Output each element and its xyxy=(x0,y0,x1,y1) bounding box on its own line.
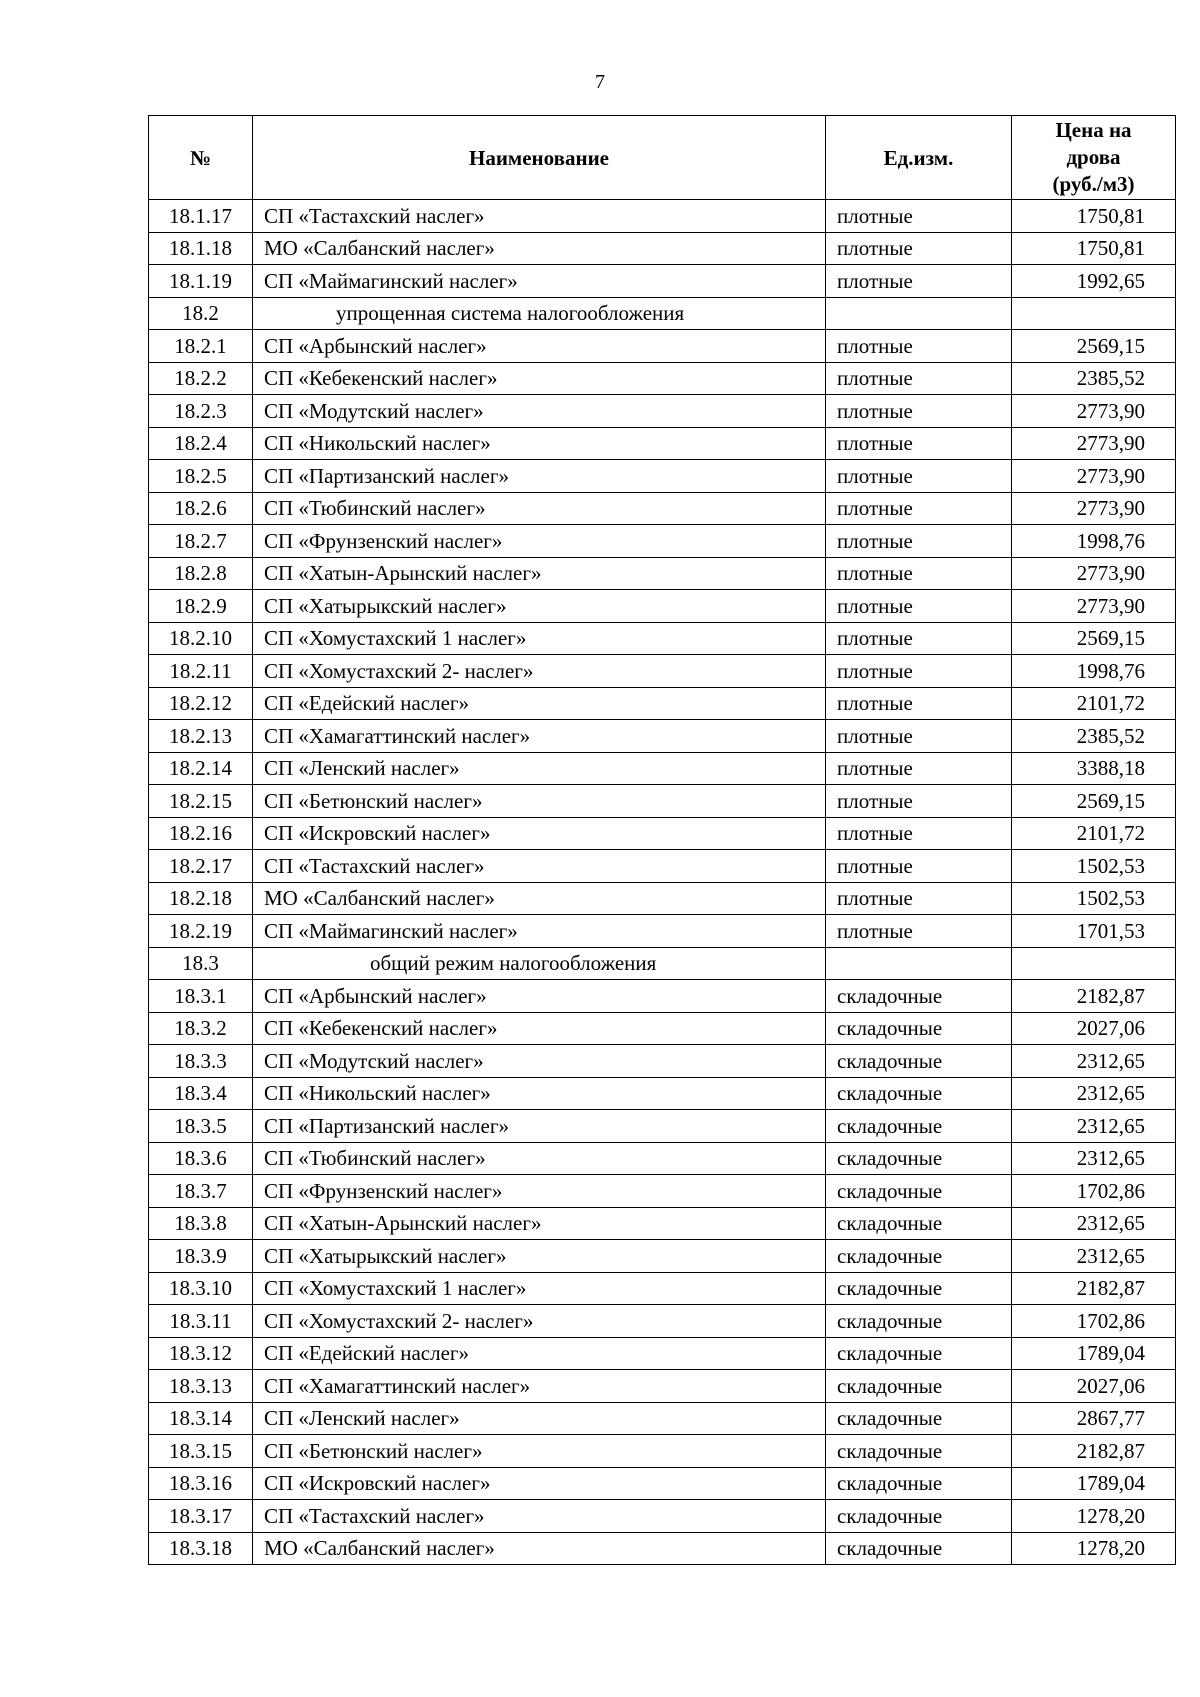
row-unit: складочные xyxy=(826,1175,1012,1208)
row-unit xyxy=(826,297,1012,330)
row-number: 18.3.3 xyxy=(149,1045,253,1078)
table-row xyxy=(149,1500,1176,1533)
row-number: 18.2.2 xyxy=(149,362,253,395)
row-price: 2101,72 xyxy=(1012,687,1176,720)
row-name: СП «Никольский наслег» xyxy=(253,1077,826,1110)
row-number: 18.2.9 xyxy=(149,590,253,623)
table-row xyxy=(149,687,1176,720)
row-name: СП «Арбынский наслег» xyxy=(253,330,826,363)
row-price: 1992,65 xyxy=(1012,265,1176,298)
row-unit: складочные xyxy=(826,1435,1012,1468)
row-price: 2385,52 xyxy=(1012,362,1176,395)
row-unit: плотные xyxy=(826,622,1012,655)
row-unit: складочные xyxy=(826,1110,1012,1143)
row-number: 18.2.17 xyxy=(149,850,253,883)
row-name: СП «Хатын-Арынский наслег» xyxy=(253,1207,826,1240)
row-unit: плотные xyxy=(826,232,1012,265)
row-name: СП «Тюбинский наслег» xyxy=(253,492,826,525)
row-unit: плотные xyxy=(826,850,1012,883)
header-price-line: дрова xyxy=(1066,145,1121,169)
table-row xyxy=(149,850,1176,883)
row-number: 18.3.1 xyxy=(149,980,253,1013)
table-row xyxy=(149,1240,1176,1273)
row-name: МО «Салбанский наслег» xyxy=(253,232,826,265)
row-name: СП «Модутский наслег» xyxy=(253,1045,826,1078)
row-unit: складочные xyxy=(826,1272,1012,1305)
row-name: СП «Модутский наслег» xyxy=(253,395,826,428)
table-row xyxy=(149,232,1176,265)
row-name: СП «Тастахский наслег» xyxy=(253,200,826,233)
row-number: 18.3.17 xyxy=(149,1500,253,1533)
row-name: СП «Хатырыкский наслег» xyxy=(253,590,826,623)
row-name: СП «Ленский наслег» xyxy=(253,1402,826,1435)
row-unit: плотные xyxy=(826,752,1012,785)
table-row xyxy=(149,590,1176,623)
table-row xyxy=(149,1370,1176,1403)
table-row xyxy=(149,1012,1176,1045)
row-name: СП «Никольский наслег» xyxy=(253,427,826,460)
table-row xyxy=(149,330,1176,363)
row-price: 2385,52 xyxy=(1012,720,1176,753)
row-price: 2773,90 xyxy=(1012,590,1176,623)
row-name: СП «Искровский наслег» xyxy=(253,1467,826,1500)
row-number: 18.3.18 xyxy=(149,1532,253,1565)
row-price: 2312,65 xyxy=(1012,1142,1176,1175)
section-row xyxy=(149,297,1176,330)
row-unit: складочные xyxy=(826,1532,1012,1565)
row-unit: плотные xyxy=(826,460,1012,493)
table-row xyxy=(149,200,1176,233)
row-name: СП «Фрунзенский наслег» xyxy=(253,525,826,558)
row-unit: плотные xyxy=(826,492,1012,525)
row-unit: складочные xyxy=(826,1305,1012,1338)
row-unit: плотные xyxy=(826,882,1012,915)
row-price: 1502,53 xyxy=(1012,850,1176,883)
table-row xyxy=(149,460,1176,493)
table-row xyxy=(149,395,1176,428)
row-number: 18.3.13 xyxy=(149,1370,253,1403)
table-row xyxy=(149,1045,1176,1078)
header-unit: Ед.изм. xyxy=(826,116,1012,200)
row-name: СП «Хамагаттинский наслег» xyxy=(253,720,826,753)
table-row xyxy=(149,265,1176,298)
row-name: СП «Хамагаттинский наслег» xyxy=(253,1370,826,1403)
row-name: СП «Маймагинский наслег» xyxy=(253,265,826,298)
row-name: СП «Маймагинский наслег» xyxy=(253,915,826,948)
row-price: 2027,06 xyxy=(1012,1370,1176,1403)
row-price: 1702,86 xyxy=(1012,1175,1176,1208)
header-name: Наименование xyxy=(253,116,826,200)
table-row xyxy=(149,655,1176,688)
row-price: 2569,15 xyxy=(1012,330,1176,363)
row-unit: плотные xyxy=(826,915,1012,948)
page-number: 7 xyxy=(595,71,605,93)
row-price: 2182,87 xyxy=(1012,1272,1176,1305)
row-number: 18.3 xyxy=(149,947,253,980)
row-price: 1278,20 xyxy=(1012,1500,1176,1533)
row-name: СП «Хатын-Арынский наслег» xyxy=(253,557,826,590)
table-row xyxy=(149,915,1176,948)
row-price: 2773,90 xyxy=(1012,492,1176,525)
row-name: СП «Хомустахский 2- наслег» xyxy=(253,1305,826,1338)
row-name: СП «Ленский наслег» xyxy=(253,752,826,785)
row-price: 1701,53 xyxy=(1012,915,1176,948)
row-number: 18.2.7 xyxy=(149,525,253,558)
row-name: СП «Хомустахский 1 наслег» xyxy=(253,622,826,655)
table-row xyxy=(149,525,1176,558)
row-unit: плотные xyxy=(826,655,1012,688)
row-unit: плотные xyxy=(826,590,1012,623)
row-price: 1998,76 xyxy=(1012,655,1176,688)
row-number: 18.2.8 xyxy=(149,557,253,590)
row-number: 18.3.14 xyxy=(149,1402,253,1435)
table-row xyxy=(149,1142,1176,1175)
row-number: 18.1.19 xyxy=(149,265,253,298)
row-price: 1789,04 xyxy=(1012,1337,1176,1370)
row-unit: плотные xyxy=(826,525,1012,558)
row-price: 2312,65 xyxy=(1012,1045,1176,1078)
row-name: СП «Едейский наслег» xyxy=(253,1337,826,1370)
row-price: 1278,20 xyxy=(1012,1532,1176,1565)
table-row xyxy=(149,720,1176,753)
row-unit: плотные xyxy=(826,427,1012,460)
table-row xyxy=(149,492,1176,525)
row-unit: складочные xyxy=(826,1402,1012,1435)
row-name: МО «Салбанский наслег» xyxy=(253,882,826,915)
row-name: СП «Кебекенский наслег» xyxy=(253,1012,826,1045)
row-number: 18.3.11 xyxy=(149,1305,253,1338)
row-number: 18.3.16 xyxy=(149,1467,253,1500)
row-name: МО «Салбанский наслег» xyxy=(253,1532,826,1565)
row-name: СП «Искровский наслег» xyxy=(253,817,826,850)
row-number: 18.2.12 xyxy=(149,687,253,720)
row-price: 2027,06 xyxy=(1012,1012,1176,1045)
row-number: 18.2.11 xyxy=(149,655,253,688)
header-price xyxy=(1012,116,1176,200)
row-number: 18.2.16 xyxy=(149,817,253,850)
table-header-row xyxy=(149,116,1176,200)
table-row xyxy=(149,882,1176,915)
table-body xyxy=(149,200,1176,1565)
table-row xyxy=(149,557,1176,590)
row-number: 18.2.14 xyxy=(149,752,253,785)
row-unit xyxy=(826,947,1012,980)
section-title: общий режим налогообложения xyxy=(253,947,826,980)
row-name: СП «Хомустахский 1 наслег» xyxy=(253,1272,826,1305)
row-price: 1750,81 xyxy=(1012,200,1176,233)
row-name: СП «Партизанский наслег» xyxy=(253,460,826,493)
row-unit: складочные xyxy=(826,1045,1012,1078)
row-number: 18.2.3 xyxy=(149,395,253,428)
row-price: 2773,90 xyxy=(1012,460,1176,493)
header-price-line: (руб./м3) xyxy=(1052,172,1135,196)
row-number: 18.2 xyxy=(149,297,253,330)
table-header xyxy=(149,116,1176,200)
table-row xyxy=(149,1175,1176,1208)
row-price xyxy=(1012,297,1176,330)
row-unit: складочные xyxy=(826,1207,1012,1240)
row-unit: плотные xyxy=(826,395,1012,428)
row-price: 2569,15 xyxy=(1012,622,1176,655)
row-number: 18.3.10 xyxy=(149,1272,253,1305)
row-name: СП «Кебекенский наслег» xyxy=(253,362,826,395)
row-number: 18.1.18 xyxy=(149,232,253,265)
row-unit: плотные xyxy=(826,200,1012,233)
row-name: СП «Тастахский наслег» xyxy=(253,850,826,883)
row-unit: складочные xyxy=(826,1467,1012,1500)
row-number: 18.2.15 xyxy=(149,785,253,818)
section-row xyxy=(149,947,1176,980)
row-name: СП «Тастахский наслег» xyxy=(253,1500,826,1533)
table-row xyxy=(149,980,1176,1013)
row-price: 1750,81 xyxy=(1012,232,1176,265)
row-unit: складочные xyxy=(826,1077,1012,1110)
row-unit: плотные xyxy=(826,265,1012,298)
row-name: СП «Арбынский наслег» xyxy=(253,980,826,1013)
row-number: 18.3.5 xyxy=(149,1110,253,1143)
row-unit: плотные xyxy=(826,330,1012,363)
table-row xyxy=(149,427,1176,460)
table-row xyxy=(149,622,1176,655)
row-name: СП «Бетюнский наслег» xyxy=(253,1435,826,1468)
row-price: 2867,77 xyxy=(1012,1402,1176,1435)
row-number: 18.3.9 xyxy=(149,1240,253,1273)
row-number: 18.3.8 xyxy=(149,1207,253,1240)
row-number: 18.2.1 xyxy=(149,330,253,363)
header-price-line: Цена на xyxy=(1055,118,1132,142)
row-number: 18.1.17 xyxy=(149,200,253,233)
row-number: 18.3.7 xyxy=(149,1175,253,1208)
row-price xyxy=(1012,947,1176,980)
row-name: СП «Тюбинский наслег» xyxy=(253,1142,826,1175)
row-number: 18.2.10 xyxy=(149,622,253,655)
row-price: 1789,04 xyxy=(1012,1467,1176,1500)
table-row xyxy=(149,1467,1176,1500)
row-unit: плотные xyxy=(826,557,1012,590)
row-unit: складочные xyxy=(826,1500,1012,1533)
row-price: 2312,65 xyxy=(1012,1077,1176,1110)
row-price: 2182,87 xyxy=(1012,980,1176,1013)
table-row xyxy=(149,752,1176,785)
row-name: СП «Бетюнский наслег» xyxy=(253,785,826,818)
row-unit: складочные xyxy=(826,1370,1012,1403)
row-price: 2312,65 xyxy=(1012,1207,1176,1240)
row-number: 18.3.2 xyxy=(149,1012,253,1045)
row-unit: плотные xyxy=(826,785,1012,818)
row-unit: плотные xyxy=(826,362,1012,395)
row-price: 2182,87 xyxy=(1012,1435,1176,1468)
table-row xyxy=(149,1337,1176,1370)
table-row xyxy=(149,785,1176,818)
table-row xyxy=(149,817,1176,850)
row-price: 2773,90 xyxy=(1012,427,1176,460)
section-title: упрощенная система налогообложения xyxy=(253,297,826,330)
row-price: 2101,72 xyxy=(1012,817,1176,850)
row-price: 3388,18 xyxy=(1012,752,1176,785)
row-number: 18.2.19 xyxy=(149,915,253,948)
row-price: 1702,86 xyxy=(1012,1305,1176,1338)
row-number: 18.2.13 xyxy=(149,720,253,753)
row-price: 2312,65 xyxy=(1012,1110,1176,1143)
header-number: № xyxy=(149,116,253,200)
table-row xyxy=(149,1402,1176,1435)
table-row xyxy=(149,1435,1176,1468)
row-number: 18.3.12 xyxy=(149,1337,253,1370)
table-row xyxy=(149,362,1176,395)
table-row xyxy=(149,1305,1176,1338)
row-number: 18.2.4 xyxy=(149,427,253,460)
row-price: 1998,76 xyxy=(1012,525,1176,558)
table-row xyxy=(149,1207,1176,1240)
row-name: СП «Фрунзенский наслег» xyxy=(253,1175,826,1208)
row-price: 2569,15 xyxy=(1012,785,1176,818)
row-price: 2773,90 xyxy=(1012,395,1176,428)
table-row xyxy=(149,1110,1176,1143)
row-unit: складочные xyxy=(826,1337,1012,1370)
table-row xyxy=(149,1532,1176,1565)
row-number: 18.2.5 xyxy=(149,460,253,493)
table-row xyxy=(149,1272,1176,1305)
table-row xyxy=(149,1077,1176,1110)
row-name: СП «Хатырыкский наслег» xyxy=(253,1240,826,1273)
row-number: 18.2.18 xyxy=(149,882,253,915)
row-unit: плотные xyxy=(826,817,1012,850)
row-price: 2773,90 xyxy=(1012,557,1176,590)
row-price: 1502,53 xyxy=(1012,882,1176,915)
row-unit: плотные xyxy=(826,687,1012,720)
row-unit: складочные xyxy=(826,1240,1012,1273)
row-name: СП «Хомустахский 2- наслег» xyxy=(253,655,826,688)
row-name: СП «Партизанский наслег» xyxy=(253,1110,826,1143)
row-number: 18.3.15 xyxy=(149,1435,253,1468)
row-price: 2312,65 xyxy=(1012,1240,1176,1273)
row-number: 18.3.4 xyxy=(149,1077,253,1110)
firewood-price-table xyxy=(148,115,1176,1565)
row-number: 18.2.6 xyxy=(149,492,253,525)
row-unit: складочные xyxy=(826,980,1012,1013)
row-unit: плотные xyxy=(826,720,1012,753)
row-number: 18.3.6 xyxy=(149,1142,253,1175)
row-name: СП «Едейский наслег» xyxy=(253,687,826,720)
row-unit: складочные xyxy=(826,1012,1012,1045)
row-unit: складочные xyxy=(826,1142,1012,1175)
